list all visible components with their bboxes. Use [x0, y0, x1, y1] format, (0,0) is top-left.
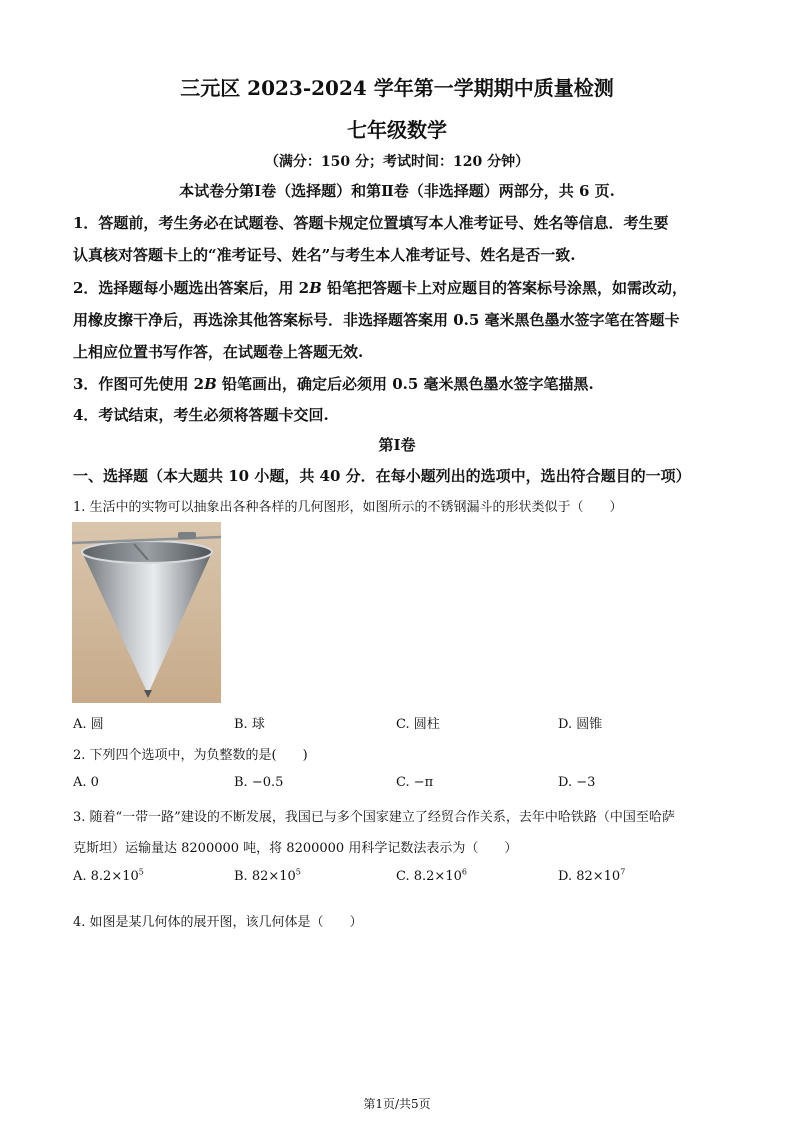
- question-4-stem: 4. 如图是某几何体的展开图，该几何体是（ ）: [73, 915, 363, 930]
- instruction-2-line-3: 上相应位置书写作答，在试题卷上答题无效.: [73, 343, 364, 361]
- section-heading: 一、选择题（本大题共 10 小题，共 40 分．在每小题列出的选项中，选出符合题目的一项）: [73, 467, 691, 485]
- instruction-3: [73, 373, 594, 394]
- q3-option-b: [234, 869, 301, 884]
- q1-option-b: B. 球: [234, 717, 265, 732]
- instruction-1-line-2: 认真核对答题卡上的“准考证号、姓名”与考生本人准考证号、姓名是否一致.: [73, 246, 576, 264]
- instruction-3-pencil-b: B: [204, 375, 217, 393]
- instruction-3-text-c: 铅笔画出，确定后必须用 0.5 毫米黑色墨水签字笔描黑.: [216, 375, 594, 393]
- instruction-1-line-1: 1．答题前，考生务必在试题卷、答题卡规定位置填写本人准考证号、姓名等信息．考生要: [73, 214, 669, 232]
- instruction-2-text-a: 2．选择题每小题选出答案后，用 2: [73, 279, 310, 297]
- q3-option-d-exp: 7: [620, 867, 626, 877]
- question-3-stem-line-2: 克斯坦）运输量达 8200000 吨，将 8200000 用科学记数法表示为（ ）: [73, 841, 518, 856]
- exam-title: 三元区 2023-2024 学年第一学期期中质量检测: [180, 76, 614, 100]
- q1-option-d: D. 圆锥: [558, 717, 603, 732]
- volume-heading: 第Ⅰ卷: [378, 436, 416, 454]
- instruction-2-line-1: [73, 277, 687, 298]
- instruction-3-text-a: 3．作图可先使用 2: [73, 375, 205, 393]
- instruction-2-line-2: 用橡皮擦干净后，再选涂其他答案标号．非选择题答案用 0.5 毫米黑色墨水签字笔在答题卡: [73, 311, 680, 329]
- q3-option-d: [558, 869, 625, 884]
- instruction-2-text-c: 铅笔把答题卡上对应题目的答案标号涂黑，如需改动，: [321, 279, 688, 297]
- instruction-2-pencil-b: B: [309, 279, 322, 297]
- q3-option-c-base: C. 8.2×10: [396, 869, 462, 884]
- funnel-drawing: [72, 522, 221, 703]
- q3-option-b-exp: 5: [295, 867, 301, 877]
- q3-option-a-base: A. 8.2×10: [73, 869, 139, 884]
- exam-subject: 七年级数学: [347, 118, 447, 142]
- exam-intro: 本试卷分第Ⅰ卷（选择题）和第Ⅱ卷（非选择题）两部分，共 6 页.: [179, 182, 615, 200]
- q1-option-a: A. 圆: [73, 717, 104, 732]
- q3-option-b-base: B. 82×10: [234, 869, 296, 884]
- instruction-4: 4．考试结束，考生必须将答题卡交回.: [73, 406, 329, 424]
- q3-option-c-exp: 6: [461, 867, 467, 877]
- score-info: （满分：150 分；考试时间：120 分钟）: [264, 154, 530, 170]
- question-1-stem: 1. 生活中的实物可以抽象出各种各样的几何图形，如图所示的不锈钢漏斗的形状类似于（ ）: [73, 500, 623, 515]
- q3-option-c: [396, 869, 467, 884]
- page-footer: 第1页/共5页: [363, 1097, 431, 1111]
- q2-option-b: B. −0.5: [234, 775, 284, 790]
- funnel-image: [72, 522, 221, 703]
- q2-option-a: A. 0: [73, 775, 99, 790]
- q2-option-d: D. −3: [558, 775, 596, 790]
- q3-option-d-base: D. 82×10: [558, 869, 621, 884]
- q2-option-c: C. −π: [396, 775, 434, 790]
- q3-option-a: [73, 869, 144, 884]
- question-3-stem-line-1: 3. 随着“一带一路”建设的不断发展，我国已与多个国家建立了经贸合作关系，去年中哈铁路（中国至哈萨: [73, 810, 675, 825]
- q1-option-c: C. 圆柱: [396, 717, 440, 732]
- q3-option-a-exp: 5: [138, 867, 144, 877]
- question-2-stem: 2. 下列四个选项中，为负整数的是( ): [73, 748, 308, 763]
